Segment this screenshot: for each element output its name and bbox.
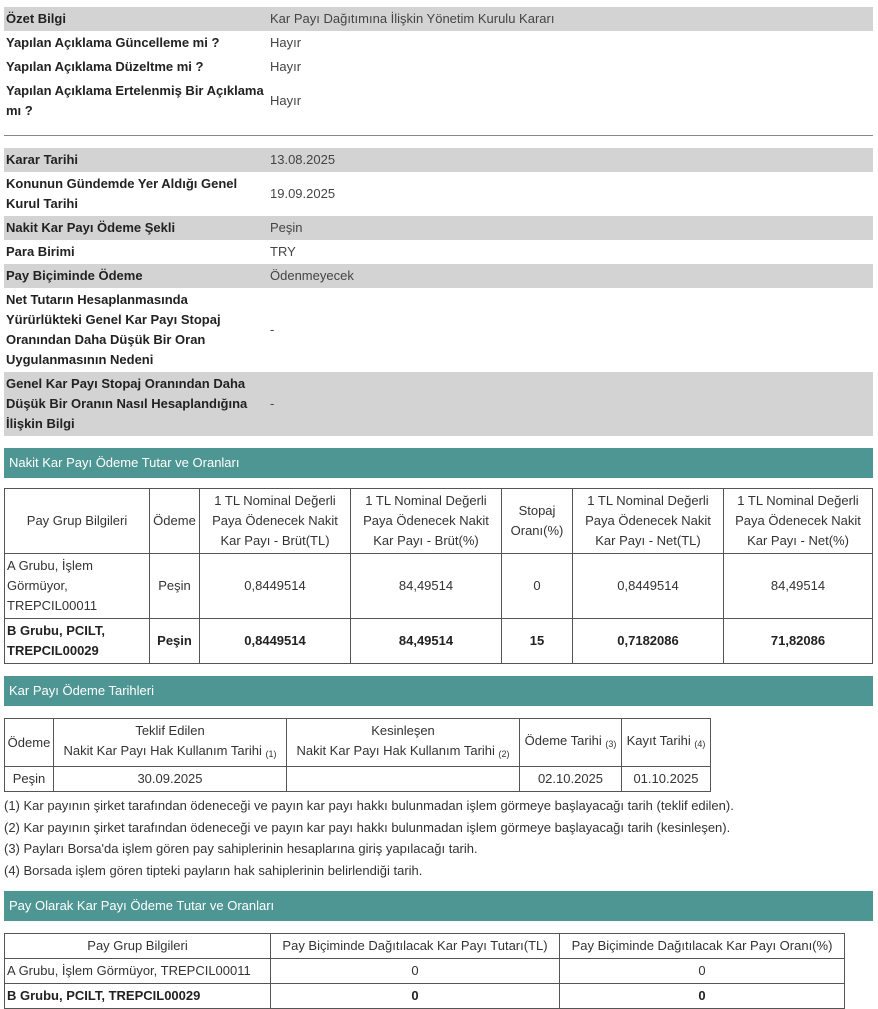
share-dividend-table (4, 933, 845, 1009)
table-cell: 0 (560, 984, 845, 1009)
detail-value: - (270, 322, 275, 337)
table-row (5, 959, 845, 984)
table-cell: Peşin (150, 619, 200, 664)
detail-value: 13.08.2025 (266, 148, 873, 172)
header-text: Kayıt Tarihi (626, 733, 691, 748)
table-cell: 0 (271, 984, 560, 1009)
footnote-ref: (1) (265, 749, 277, 759)
header-text: Ödeme Tarihi (524, 733, 602, 748)
column-header: 1 TL Nominal Değerli Paya Ödenecek Nakit Kar Payı - Brüt(%) (351, 489, 502, 554)
column-header: 1 TL Nominal Değerli Paya Ödenecek Nakit Kar Payı - Net(TL) (573, 489, 724, 554)
table-cell: 02.10.2025 (520, 767, 622, 792)
table-cell: 0,7182086 (573, 619, 724, 664)
header-line (289, 741, 517, 764)
column-header: Pay Grup Bilgileri (5, 934, 271, 959)
column-header: Ödeme (150, 489, 200, 554)
footnotes (4, 795, 873, 881)
table-cell: 0 (560, 959, 845, 984)
detail-value: TRY (270, 244, 296, 259)
table-row (5, 984, 845, 1009)
column-header (622, 719, 711, 767)
footnote: (3) Payları Borsa'da işlem gören pay sahiplerinin hesaplarına giriş yapılacağı tarih. (4, 841, 478, 856)
detail-row (4, 372, 873, 436)
table-cell: 01.10.2025 (622, 767, 711, 792)
summary-value: Kar Payı Dağıtımına İlişkin Yönetim Kurulu Kararı (266, 7, 873, 31)
column-header: 1 TL Nominal Değerli Paya Ödenecek Nakit Kar Payı - Brüt(TL) (200, 489, 351, 554)
summary-label: Yapılan Açıklama Ertelenmiş Bir Açıklama mı ? (6, 83, 264, 118)
table-cell (287, 767, 520, 792)
table-cell: 0 (502, 554, 573, 619)
detail-label: Net Tutarın Hesaplanmasında Yürürlükteki Genel Kar Payı Stopaj Oranından Daha Düşük Bir Oran Uygulanmasının Nedeni (6, 292, 221, 367)
footnote: (4) Borsada işlem gören tipteki payların hak sahiplerinin belirlendiği tarih. (4, 862, 423, 878)
details-table (4, 148, 873, 436)
table-cell: A Grubu, İşlem Görmüyor, TREPCIL00011 (5, 959, 271, 984)
detail-label: Para Birimi (6, 244, 75, 259)
header-text: Nakit Kar Payı Hak Kullanım Tarihi (63, 743, 262, 758)
detail-row (4, 172, 873, 216)
column-header (54, 719, 287, 767)
table-cell: 84,49514 (351, 554, 502, 619)
column-header (520, 719, 622, 767)
table-cell: 84,49514 (724, 554, 873, 619)
detail-row (4, 288, 873, 372)
detail-label: Konunun Gündemde Yer Aldığı Genel Kurul Tarihi (6, 176, 238, 211)
section-header-cash: Nakit Kar Payı Ödeme Tutar ve Oranları (4, 448, 873, 478)
table-cell: 0,8449514 (573, 554, 724, 619)
header-line: Teklif Edilen (135, 723, 205, 738)
table-cell: 71,82086 (724, 619, 873, 664)
detail-label: Nakit Kar Payı Ödeme Şekli (4, 216, 266, 240)
section-header-share: Pay Olarak Kar Payı Ödeme Tutar ve Oranları (4, 891, 873, 921)
summary-value: Hayır (270, 59, 302, 74)
table-cell: A Grubu, İşlem Görmüyor, TREPCIL00011 (5, 554, 150, 619)
table-cell: 84,49514 (351, 619, 502, 664)
table-cell: 0,8449514 (200, 554, 351, 619)
section-header-dates: Kar Payı Ödeme Tarihleri (4, 676, 873, 706)
detail-label: Karar Tarihi (4, 148, 266, 172)
payment-dates-table (4, 718, 711, 792)
column-header: Pay Grup Bilgileri (5, 489, 150, 554)
table-cell: 0,8449514 (200, 619, 351, 664)
table-header-row (5, 489, 873, 554)
cash-dividend-table (4, 488, 873, 664)
footnote-ref: (4) (694, 739, 706, 749)
detail-label: Pay Biçiminde Ödeme (4, 264, 266, 288)
detail-row (4, 264, 873, 288)
summary-row (4, 55, 873, 79)
summary-label: Yapılan Açıklama Düzeltme mi ? (6, 59, 204, 74)
table-cell: B Grubu, PCILT, TREPCIL00029 (5, 984, 271, 1009)
header-line: Kesinleşen (371, 723, 435, 738)
summary-row (4, 7, 873, 31)
table-cell: 15 (502, 619, 573, 664)
footnote: (2) Kar payının şirket tarafından ödeneceği ve payın kar payı hakkı bulunmadan işlem görmeye başlayacağı tarih (kesinleşen). (4, 819, 731, 835)
table-cell: B Grubu, PCILT, TREPCIL00029 (5, 619, 150, 664)
table-cell: Peşin (150, 554, 200, 619)
detail-value: 19.09.2025 (270, 186, 336, 201)
table-row (5, 554, 873, 619)
summary-row (4, 79, 873, 123)
summary-value: Hayır (270, 93, 302, 108)
detail-value: Peşin (266, 216, 873, 240)
detail-row (4, 148, 873, 172)
detail-row (4, 240, 873, 264)
header-text: Nakit Kar Payı Hak Kullanım Tarihi (296, 743, 495, 758)
summary-table (4, 7, 873, 123)
column-header: Pay Biçiminde Dağıtılacak Kar Payı Tutarı(TL) (271, 934, 560, 959)
table-cell: 30.09.2025 (54, 767, 287, 792)
column-header: Stopaj Oranı(%) (502, 489, 573, 554)
detail-row (4, 216, 873, 240)
footnote-ref: (3) (605, 739, 617, 749)
table-header-row (5, 934, 845, 959)
summary-label: Yapılan Açıklama Güncelleme mi ? (6, 35, 220, 50)
footnote: (1) Kar payının şirket tarafından ödeneceği ve payın kar payı hakkı bulunmadan işlem görmeye başlayacağı tarih (teklif edilen). (4, 798, 734, 813)
detail-value: - (266, 372, 873, 436)
header-line (56, 741, 284, 764)
summary-row (4, 31, 873, 55)
table-header-row (5, 719, 711, 767)
column-header: Pay Biçiminde Dağıtılacak Kar Payı Oranı(%) (560, 934, 845, 959)
column-header (287, 719, 520, 767)
column-header: 1 TL Nominal Değerli Paya Ödenecek Nakit Kar Payı - Net(%) (724, 489, 873, 554)
summary-value: Hayır (270, 35, 302, 50)
table-row (5, 767, 711, 792)
disclosure-page (4, 7, 873, 1009)
detail-label: Genel Kar Payı Stopaj Oranından Daha Düşük Bir Oranın Nasıl Hesaplandığına İlişkin Bilgi (4, 372, 266, 436)
table-cell: Peşin (5, 767, 54, 792)
column-header: Ödeme (5, 719, 54, 767)
table-cell: 0 (271, 959, 560, 984)
divider (4, 135, 873, 136)
table-row (5, 619, 873, 664)
detail-value: Ödenmeyecek (266, 264, 873, 288)
summary-label: Özet Bilgi (4, 7, 266, 31)
footnote-ref: (2) (498, 749, 510, 759)
